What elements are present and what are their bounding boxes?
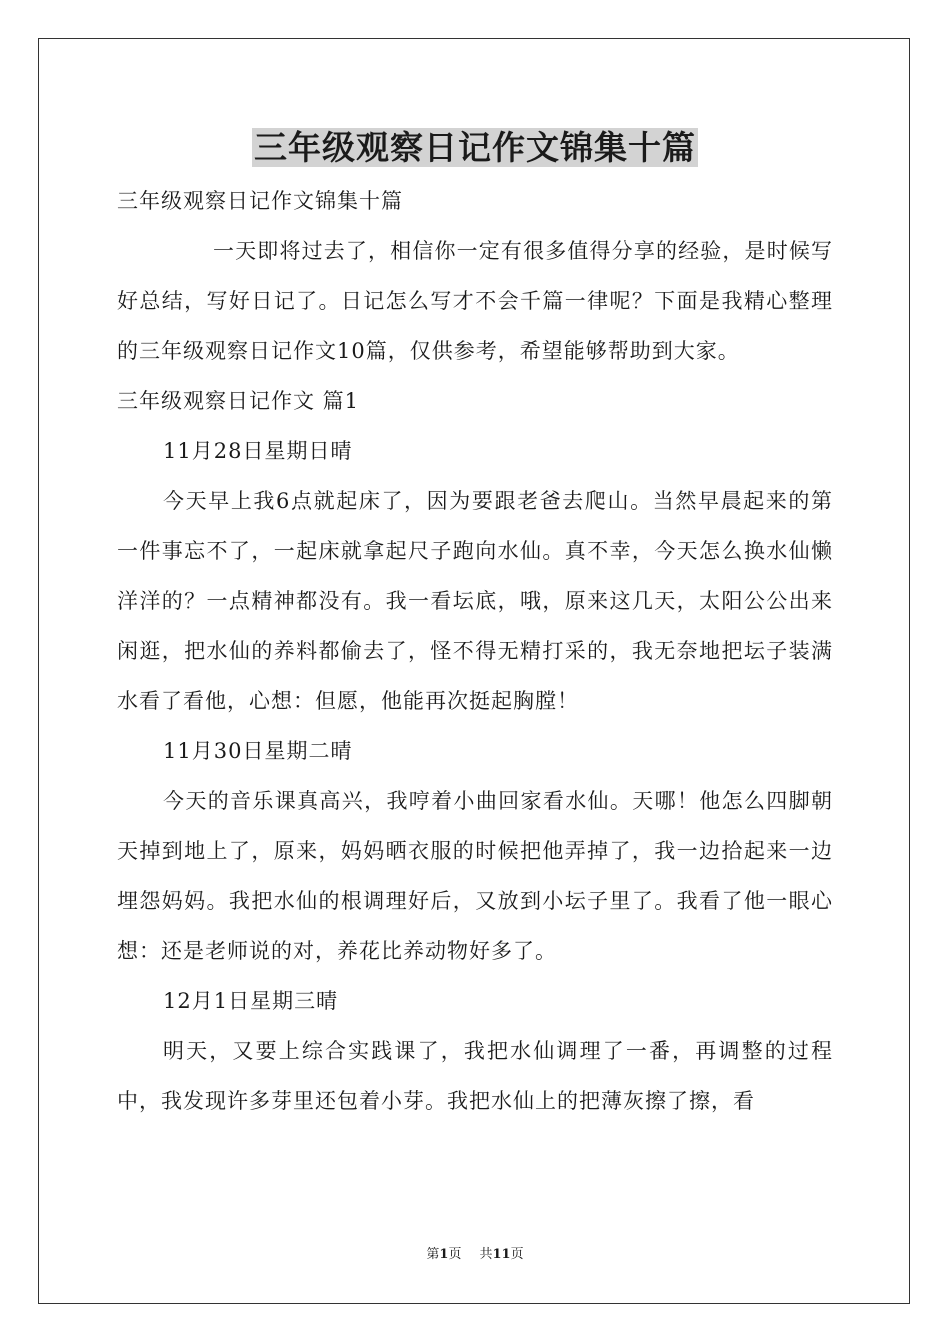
section-heading: 三年级观察日记作文 篇1: [117, 389, 360, 413]
subtitle-paragraph: 三年级观察日记作文锦集十篇: [117, 189, 403, 213]
diary-entry-paragraph: 今天的音乐课真高兴，我哼着小曲回家看水仙。天哪！他怎么四脚朝天掉到地上了，原来，妈妈晒衣服的时候把他弄掉了，我一边拾起来一边埋怨妈妈。我把水仙的根调理好后，又放到小坛子里了。我看了他一眼心想：还是老师说的对，养花比养动物好多了。: [117, 789, 833, 963]
total-pages: 11: [492, 1247, 511, 1262]
document-title: [0, 126, 950, 170]
document-title-text: 三年级观察日记作文锦集十篇: [254, 128, 696, 167]
diary-entry-paragraph: 明天，又要上综合实践课了，我把水仙调理了一番，再调整的过程中，我发现许多芽里还包着小芽。我把水仙上的把薄灰擦了擦，看: [117, 1039, 833, 1113]
intro-paragraph: 一天即将过去了，相信你一定有很多值得分享的经验，是时候写好总结，写好日记了。日记怎么写才不会千篇一律呢？下面是我精心整理的三年级观察日记作文10篇，仅供参考，希望能够帮助到大家。: [117, 239, 833, 363]
document-body: [117, 176, 833, 1126]
diary-date: 11月28日星期日晴: [163, 439, 353, 463]
total-prefix: 共: [479, 1247, 493, 1262]
page-footer: [0, 1246, 950, 1264]
diary-entry-paragraph: 今天早上我6点就起床了，因为要跟老爸去爬山。当然早晨起来的第一件事忘不了，一起床就拿起尺子跑向水仙。真不幸，今天怎么换水仙懒洋洋的？一点精神都没有。我一看坛底，哦，原来这几天，太阳公公出来闲逛，把水仙的养料都偷去了，怪不得无精打采的，我无奈地把坛子装满水看了看他，心想：但愿，他能再次挺起胸膛！: [117, 489, 833, 713]
page-suffix: 页: [448, 1247, 462, 1262]
total-suffix: 页: [510, 1247, 524, 1262]
page-prefix: 第: [426, 1247, 440, 1262]
diary-date: 12月1日星期三晴: [163, 989, 339, 1013]
page-number: 1: [439, 1247, 449, 1262]
diary-date: 11月30日星期二晴: [163, 739, 353, 763]
